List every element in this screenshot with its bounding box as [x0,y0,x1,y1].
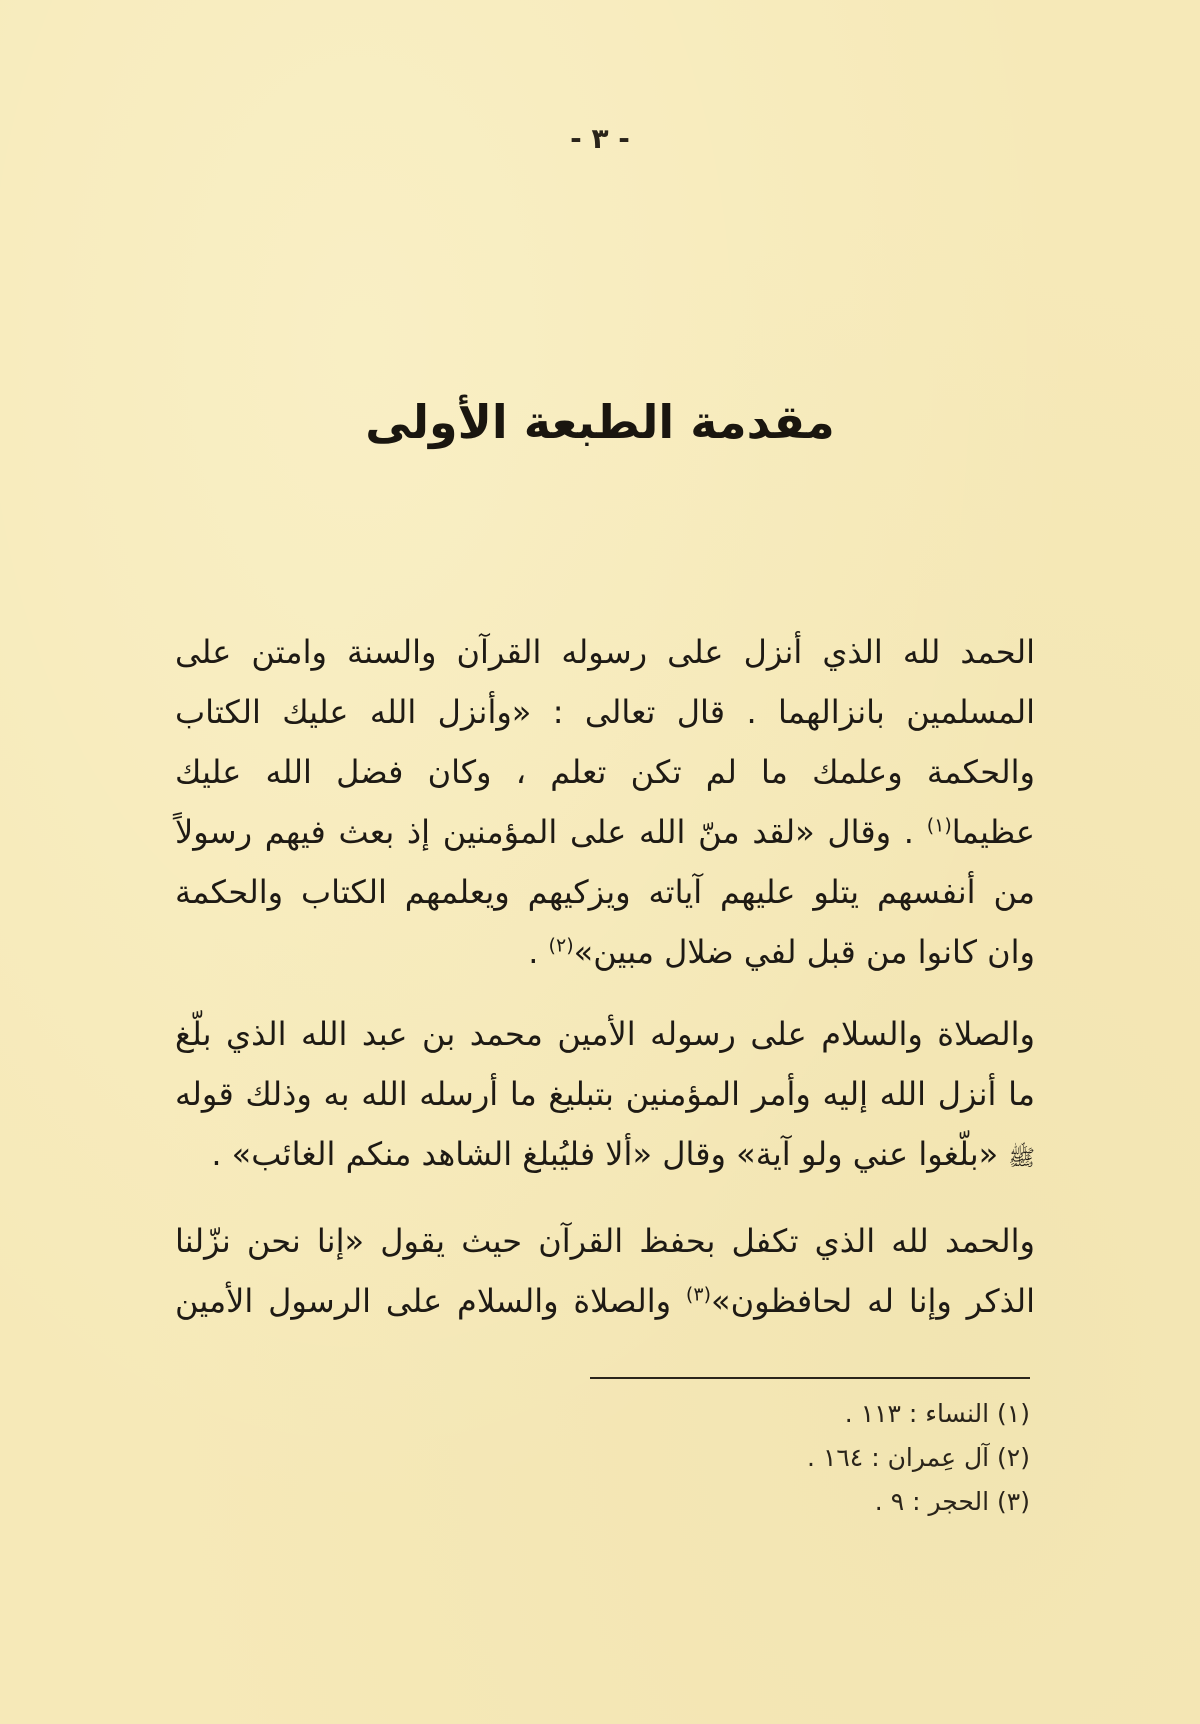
chapter-title: مقدمة الطبعة الأولى [365,395,835,449]
honorific-glyph: ﷺ [1008,1146,1035,1171]
text-fragment: . [528,933,549,971]
text-line: والصلاة والسلام على رسوله الأمين محمد بن عبد الله الذي بلّغ [175,1015,1035,1053]
paragraph-3 [175,1211,1035,1331]
text-line: والحكمة وعلمك ما لم تكن تعلم ، وكان فضل الله عليك [175,753,1035,791]
text-fragment: . وقال «لقد منّ الله على المؤمنين إذ بعث فيهم رسولاً [175,813,927,851]
paragraph-2 [175,1004,1035,1189]
text-line [175,1124,1035,1189]
footnote-3: (٣) الحجر : ٩ . [874,1487,1030,1516]
text-line: والحمد لله الذي تكفل بحفظ القرآن حيث يقول «إنا نحن نزّلنا [175,1222,1035,1260]
text-line: ما أنزل الله إليه وأمر المؤمنين بتبليغ ما أرسله الله به وذلك قوله [175,1075,1035,1113]
text-line: المسلمين بانزالهما . قال تعالى : «وأنزل الله عليك الكتاب [175,693,1035,731]
text-line: الحمد لله الذي أنزل على رسوله القرآن والسنة وامتن على [175,633,1035,671]
page-number: - ٣ - [570,122,630,155]
footnote-1: (١) النساء : ١١٣ . [844,1399,1030,1428]
text-fragment: والصلاة والسلام على الرسول الأمين [175,1282,686,1320]
footnote-ref-2: (٢) [548,934,574,957]
body-text [175,622,1035,1353]
text-fragment: عظيما [951,813,1035,851]
footnote-ref-1: (١) [926,814,952,837]
footnote-ref-3: (٣) [685,1283,711,1306]
footnote-2: (٢) آل عِمران : ١٦٤ . [807,1443,1030,1472]
text-line [175,1271,1035,1331]
text-fragment: وان كانوا من قبل لفي ضلال مبين» [573,933,1035,971]
text-line [175,922,1035,982]
paragraph-1 [175,622,1035,982]
text-line [175,802,1035,862]
text-fragment: الذكر وإنا له لحافظون» [710,1282,1036,1320]
footnote-divider [590,1377,1030,1379]
text-line: من أنفسهم يتلو عليهم آياته ويزكيهم ويعلمهم الكتاب والحكمة [175,873,1035,911]
text-fragment: «بلّغوا عني ولو آية» وقال «ألا فليُبلغ الشاهد منكم الغائب» . [211,1135,1009,1173]
footnotes [590,1392,1030,1524]
